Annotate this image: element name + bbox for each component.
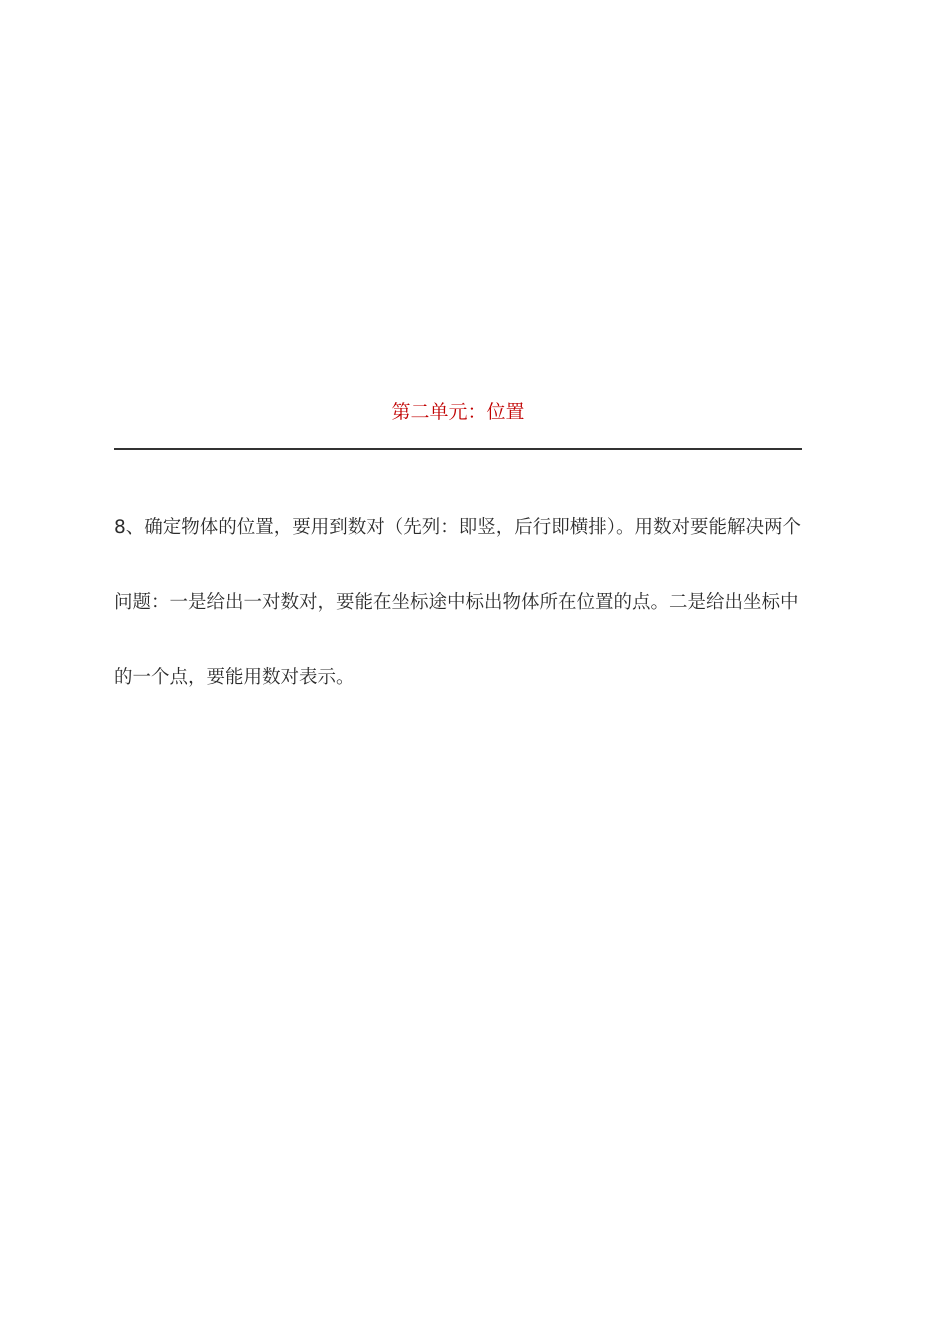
section-title: 第二单元：位置 xyxy=(391,401,525,423)
paragraph-line: 8、确定物体的位置，要用到数对（先列：即竖，后行即横排）。用数对要能解决两个 xyxy=(114,517,802,538)
title-divider xyxy=(114,448,802,450)
paragraph-line: 问题：一是给出一对数对，要能在坐标途中标出物体所在位置的点。二是给出坐标中 xyxy=(114,592,799,613)
paragraph-line: 的一个点，要能用数对表示。 xyxy=(114,667,355,688)
body-paragraph xyxy=(114,490,844,715)
